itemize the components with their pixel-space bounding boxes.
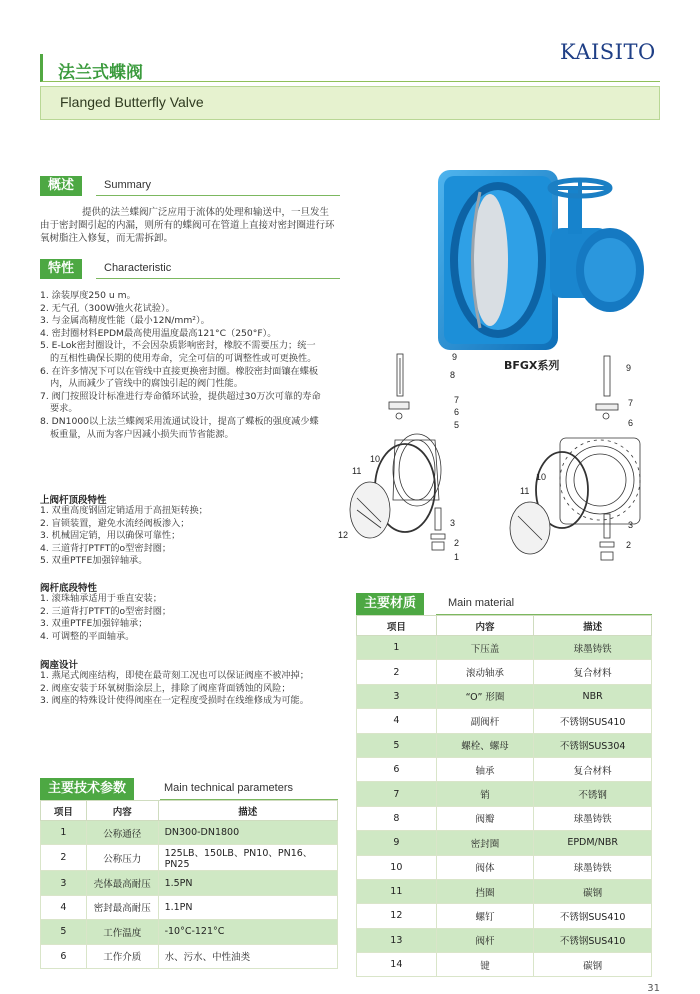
cell: 副阀杆 [436, 709, 534, 733]
exploded-view-diagram [335, 350, 470, 560]
tech-header [40, 778, 338, 800]
diagram-label: 7 [628, 398, 634, 408]
stem-bottom-title: 阀杆底段特性 [40, 583, 98, 594]
cell: 球墨铸铁 [534, 636, 652, 660]
diagram-label: 6 [454, 407, 460, 417]
list-item: 7. 阀门按照设计标准进行寿命循环试验，提供超过30万次可靠的寿命 [40, 390, 321, 402]
table-row [357, 806, 652, 830]
list-item: 2. 无气孔（300W弛火花试验）。 [40, 302, 175, 314]
list-item: 3. 双重PTFE加强锌轴承； [40, 618, 148, 630]
divider [96, 195, 340, 196]
cell: 5 [357, 733, 437, 757]
cell: 6 [357, 757, 437, 781]
list-item: 的互相性确保长期的使用寿命，完全可信的可调整性或可更换性。 [50, 352, 317, 364]
diagram-label: 2 [454, 538, 460, 548]
table-row [41, 895, 338, 919]
brand-logo: KAISITO [560, 40, 656, 64]
diagram-label: 5 [454, 420, 460, 430]
list-item: 4. 三道背打PTFT的o型密封圈； [40, 542, 172, 554]
cell: 阀杆 [436, 928, 534, 952]
list-item: 1. 燕尾式阀座结构，即使在最苛刻工况也可以保证阀座不被冲掉； [40, 670, 309, 681]
list-item: 3. 机械固定销，用以确保可靠性； [40, 530, 181, 542]
table-row [357, 855, 652, 879]
table-row [357, 636, 652, 660]
table-row [41, 821, 338, 845]
cell: 工作温度 [86, 920, 158, 944]
cell: 工作介质 [86, 944, 158, 968]
table-row [357, 757, 652, 781]
list-item: 5. E-Lok密封圈设计，不会因杂质影响密封，橡胶不需要压力；统一 [40, 340, 316, 352]
cell: 碳钢 [534, 953, 652, 977]
cell: 水、污水、中性油类 [158, 944, 337, 968]
cell: 11 [357, 879, 437, 903]
list-item: 3. 与金属高精度性能（最小12N/mm²）。 [40, 315, 210, 327]
cell: -10°C-121°C [158, 920, 337, 944]
diagram-label: 3 [450, 518, 456, 528]
list-item: 2. 盲锁装置，避免水流经阀板渗入； [40, 517, 190, 529]
cell: 球墨铸铁 [534, 806, 652, 830]
list-item: 板重量，从而为客户因减小损失而节省能源。 [50, 428, 234, 440]
diagram-label: 10 [370, 454, 381, 464]
summary-header [40, 176, 340, 196]
table-row [357, 953, 652, 977]
cell: 壳体最高耐压 [86, 871, 158, 895]
page-title-cn: 法兰式蝶阀 [58, 63, 143, 83]
list-item: 4. 密封圈材料EPDM最高使用温度最高121°C（250°F）。 [40, 327, 277, 339]
diagram-label: 11 [352, 466, 362, 476]
stem-bottom-list [40, 593, 171, 643]
cell: 4 [357, 709, 437, 733]
table-row [41, 944, 338, 968]
cell: 阀体 [436, 855, 534, 879]
cell: 4 [41, 895, 87, 919]
cell: 碳钢 [534, 879, 652, 903]
cell: 1.5PN [158, 871, 337, 895]
cell: 5 [41, 920, 87, 944]
cell: EPDM/NBR [534, 831, 652, 855]
table-row [357, 733, 652, 757]
list-item: 5. 双重PTFE加强锌轴承。 [40, 555, 148, 567]
list-item: 内，从而减少了管线中的腐蚀引起的阀门性能。 [50, 378, 243, 390]
seat-design-title: 阀座设计 [40, 660, 79, 671]
cell: 12 [357, 904, 437, 928]
page-number: 31 [647, 983, 660, 994]
cell: 125LB、150LB、PN10、PN16、PN25 [158, 845, 337, 871]
cell: 13 [357, 928, 437, 952]
cell: 轴承 [436, 757, 534, 781]
table-row [357, 928, 652, 952]
table-row [357, 709, 652, 733]
table-row [357, 831, 652, 855]
table-row [357, 904, 652, 928]
cell: “O” 形圈 [436, 684, 534, 708]
cell: 不锈钢SUS410 [534, 928, 652, 952]
table-row [41, 920, 338, 944]
list-item: 1. 双重高度钢固定销适用于高扭矩转换； [40, 505, 208, 516]
cell: 下压盖 [436, 636, 534, 660]
valve-photo [420, 158, 665, 358]
cell: 8 [357, 806, 437, 830]
table-row [41, 845, 338, 871]
list-item: 6. 在许多情况下可以在管线中直接更换密封圈。橡胶密封面镶在蝶板 [40, 365, 319, 377]
list-item: 4. 可调整的平面轴承。 [40, 630, 135, 642]
table-header: 描述 [158, 801, 337, 821]
list-item: 要求。 [50, 403, 78, 415]
cell: 密封圈 [436, 831, 534, 855]
material-header [356, 593, 652, 615]
list-item: 8. DN1000以上法兰蝶阀采用流通试设计，提高了蝶板的强度减少蝶 [40, 415, 319, 427]
table-header: 描述 [534, 616, 652, 636]
list-item: 2. 阀座安装于环氧树脂涂层上，排除了阀座背面锈蚀的风险； [40, 682, 291, 694]
table-header: 项目 [41, 801, 87, 821]
cell: 3 [357, 684, 437, 708]
diagram-label: 10 [536, 472, 547, 482]
material-title-en: Main material [448, 597, 515, 609]
diagram-label: 12 [338, 530, 349, 540]
summary-title-en: Summary [104, 179, 152, 191]
characteristic-list [40, 290, 340, 441]
list-item: 1. 涂装厚度250 u m。 [40, 290, 136, 301]
table-row [357, 879, 652, 903]
cell: DN300-DN1800 [158, 821, 337, 845]
exploded-view-diagram [500, 350, 650, 570]
characteristic-tag: 特性 [40, 259, 82, 279]
cell: 键 [436, 953, 534, 977]
characteristic-header [40, 259, 340, 279]
diagram-label: 7 [454, 395, 460, 405]
characteristic-title-en: Characteristic [104, 262, 172, 274]
summary-text: 提供的法兰蝶阀广泛应用于流体的处理和输送中，一旦发生由于密封圈引起的内漏，则所有的蝶阀可在管道上直接对密封圈进行环氧树脂注入修复，而无需拆卸。 [40, 207, 335, 244]
series-label: BFGX系列 [504, 359, 560, 372]
cell: 1 [357, 636, 437, 660]
diagram-label: 9 [626, 363, 632, 373]
cell: NBR [534, 684, 652, 708]
seat-design-list [40, 670, 309, 708]
cell: 销 [436, 782, 534, 806]
list-item: 2. 三道背打PTFT的o型密封圈； [40, 605, 172, 617]
stem-top-list [40, 505, 208, 568]
list-item: 3. 阀座的特殊设计使得阀座在一定程度受损时在线维修成为可能。 [40, 695, 309, 707]
cell: 不锈钢SUS410 [534, 904, 652, 928]
cell: 公称压力 [86, 845, 158, 871]
cell: 1.1PN [158, 895, 337, 919]
diagram-label: 8 [450, 370, 456, 380]
cell: 10 [357, 855, 437, 879]
table-header-row [357, 616, 652, 636]
diagram-label: 11 [520, 486, 530, 496]
diagram-label: 2 [626, 540, 632, 550]
table-row [41, 871, 338, 895]
table-header: 项目 [357, 616, 437, 636]
divider [96, 278, 340, 279]
cell: 不锈钢SUS304 [534, 733, 652, 757]
tech-table [40, 800, 338, 969]
cell: 复合材料 [534, 660, 652, 684]
cell: 7 [357, 782, 437, 806]
material-table [356, 615, 652, 977]
table-header: 内容 [436, 616, 534, 636]
cell: 不锈钢SUS410 [534, 709, 652, 733]
summary-tag: 概述 [40, 176, 82, 196]
cell: 公称通径 [86, 821, 158, 845]
table-header: 内容 [86, 801, 158, 821]
table-row [357, 782, 652, 806]
material-tag: 主要材质 [356, 593, 424, 615]
cell: 挡圈 [436, 879, 534, 903]
table-header-row [41, 801, 338, 821]
diagram-label: 3 [628, 520, 634, 530]
diagram-label: 6 [628, 418, 634, 428]
table-row [357, 660, 652, 684]
cell: 复合材料 [534, 757, 652, 781]
tech-title-en: Main technical parameters [164, 782, 294, 794]
table-row [357, 684, 652, 708]
cell: 不锈钢 [534, 782, 652, 806]
cell: 1 [41, 821, 87, 845]
cell: 阀瓣 [436, 806, 534, 830]
cell: 螺钉 [436, 904, 534, 928]
cell: 密封最高耐压 [86, 895, 158, 919]
stem-top-title: 上阀杆顶段特性 [40, 495, 107, 506]
diagram-label: 9 [452, 352, 458, 362]
cell: 6 [41, 944, 87, 968]
cell: 2 [357, 660, 437, 684]
diagram-label: 1 [454, 552, 460, 562]
tech-tag: 主要技术参数 [40, 778, 134, 800]
cell: 滚动轴承 [436, 660, 534, 684]
cell: 14 [357, 953, 437, 977]
page-title-en: Flanged Butterfly Valve [60, 94, 204, 110]
cell: 2 [41, 845, 87, 871]
cell: 9 [357, 831, 437, 855]
cell: 螺栓、螺母 [436, 733, 534, 757]
cell: 球墨铸铁 [534, 855, 652, 879]
cell: 3 [41, 871, 87, 895]
list-item: 1. 滚珠轴承适用于垂直安装； [40, 593, 162, 604]
